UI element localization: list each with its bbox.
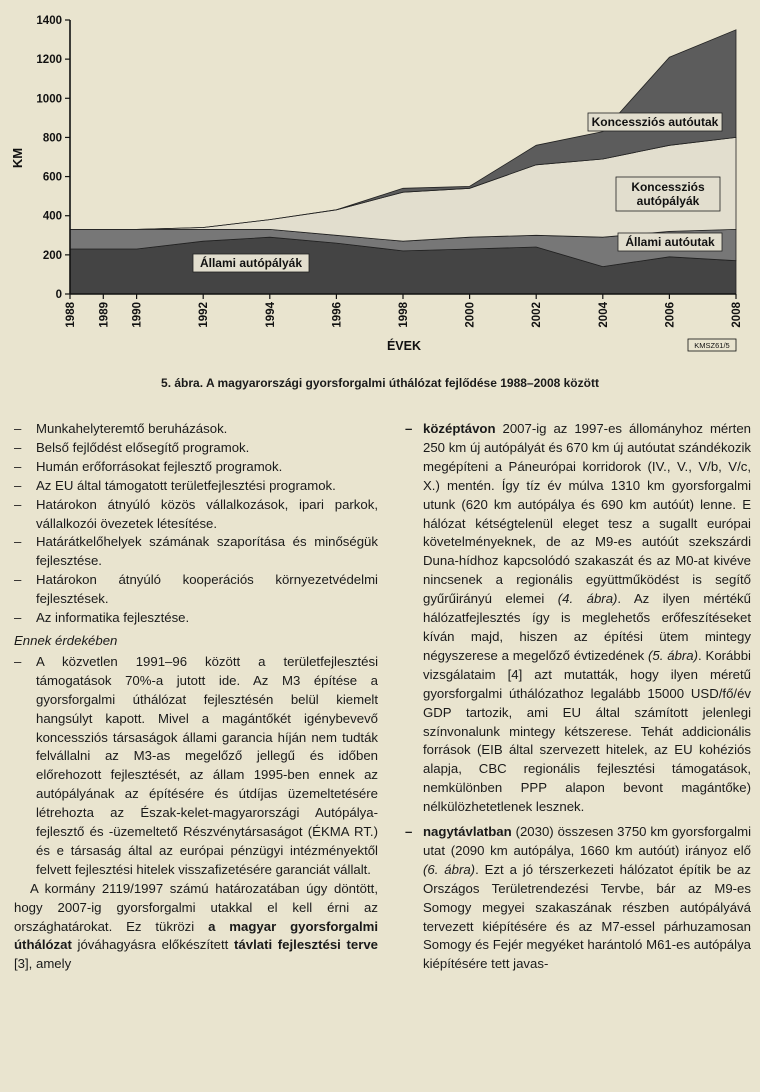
- subheading-list: [14, 653, 378, 880]
- left-column: [14, 420, 378, 974]
- paragraph: A kormány 2119/1997 számú határozatában úgy döntött, hogy 2007-ig gyorsforgalmi utakkal el kell érni az országhatárokat. Ez tükrözi a magyar gyorsforgalmi úthálózat jóváhagyásra előkészített távlati fejlesztési terve [3], amely: [14, 880, 379, 972]
- y-tick-label: 1200: [36, 54, 62, 67]
- y-axis-label: KM: [10, 147, 25, 169]
- x-tick-label: 1990: [131, 302, 144, 328]
- x-tick-label: 1994: [264, 302, 277, 328]
- list-item: – Az informatika fejlesztése.: [14, 609, 378, 628]
- x-tick-label: 2000: [464, 302, 477, 328]
- x-tick-label: 2004: [597, 302, 610, 328]
- y-tick-label: 400: [42, 210, 62, 223]
- list-item: – középtávon 2007-ig az 1997-es állományhoz mérten 250 km új autópályát és 670 km új autóutat szándékozik megépíteni a Páneurópai korridorok (IV., V., V/b, V/c, X.) mentén. Így tíz év múlva 1310 km gyorsforgalmi utunk (620 km autópálya és 690 km autóút) lenne. E hálózat kétségtelenül eleget tesz a sugallt európai követelményeknek, de az M9-es autóút szekszárdi Duna-hídhoz kapcsolódó szakaszát és az M0-at kivéve nincsenek a regionális együttműködést is segítő gyűrűirányú elemei (4. ábra). Az ilyen mértékű hálózatfejlesztés így is meglehetős erőfeszítéseket kíván majd, hiszen az építési ütem mintegy négyszerese a megelőző évtizedének (5. ábra). Korábbi vizsgálataim [4] azt mutatták, hogy ilyen méretű gyorsforgalmi úthálózathoz legalább 15000 USD/fő/év GDP tartozik, ami EU által számított jelenlegi színvonalunk mintegy kétszerese. Tehát addicionális források (EIB által szervezett hitelek, az EU kohéziós alapja, CBC regionális fejlesztési támogatások, nemkülönben PPP alapon bevont magántőke) nélkülözhetetlenek lesznek.: [405, 420, 751, 817]
- x-tick-label: 1998: [398, 302, 410, 328]
- y-tick-label: 800: [42, 132, 62, 145]
- series-label-koncesszios-autopalyak: Koncessziós: [631, 180, 705, 194]
- list-item: – A közvetlen 1991–96 között a területfejlesztési támogatások 70%-a jutott ide. Az M3 építése a gyorsforgalmi úthálózat fejlesztésén belül kiemelt hangsúlyt kapott. Mivel a magántőkét igénybevevő koncessziós társaságok állami garancia híján nem tudták felvállalni az M3-as megelőző jellegű és időben előrehozott fejlesztését, az állam 1995-ben ennek az autópályának az építésére és útdíjas üzemeltetésére létrehozta az Észak-kelet-magyarországi Autópálya-fejlesztő és -üzemeltető Részvénytársaságot (ÉKMA RT.) és e társaság által az európai pénzügyi intézményektől felvett fejlesztési hitelek visszafizetésére garanciát vállalt.: [14, 653, 378, 880]
- y-tick-label: 600: [42, 171, 62, 184]
- list-item: – Munkahelyteremtő beruházások.: [14, 420, 378, 439]
- figure-caption: 5. ábra. A magyarországi gyorsforgalmi úthálózat fejlődése 1988–2008 között: [161, 376, 599, 390]
- x-tick-label: 1988: [65, 302, 77, 328]
- y-tick-label: 0: [55, 289, 62, 301]
- plan-list: [405, 420, 751, 974]
- x-axis-label: ÉVEK: [386, 339, 422, 353]
- x-tick-label: 2008: [731, 302, 743, 328]
- list-item: – Határátkelőhelyek számának szaporítása és minőségük fejlesztése.: [14, 533, 378, 571]
- list-item: – Belső fejlődést elősegítő programok.: [14, 439, 378, 458]
- x-tick-label: 2006: [664, 302, 677, 328]
- list-item: – Határokon átnyúló közös vállalkozások, ipari parkok, vállalkozói övezetek létesítése.: [14, 496, 378, 534]
- series-label-allami-autoutak: Állami autóutak: [625, 235, 715, 249]
- subheading: Ennek érdekében: [14, 632, 118, 648]
- right-column: [405, 420, 751, 980]
- y-tick-label: 200: [42, 249, 62, 262]
- x-tick-label: 2002: [531, 302, 544, 328]
- x-tick-label: 1996: [331, 302, 344, 328]
- y-tick-label: 1400: [36, 15, 62, 27]
- x-tick-label: 1989: [98, 302, 111, 328]
- figure-stamp: KMSZ61/5: [694, 341, 730, 350]
- x-tick-label: 1992: [198, 302, 211, 328]
- series-label-koncesszios-autopalyak: autópályák: [636, 194, 700, 208]
- list-item: – nagytávlatban (2030) összesen 3750 km gyorsforgalmi utat (2090 km autópálya, 1660 km autóút) irányoz elő (6. ábra). Ezt a jó térszerkezeti hálózatot építik be az Országos Területrendezési Tervbe, bár az M9-es Somogy megyei szakaszának részben autópályává tervezett kiépítésére és az M7-essel párhuzamosan Somogy és Fejér megyéket harántoló M61-es autópálya kiépítésére tett javas-: [405, 823, 751, 974]
- program-list: [14, 420, 378, 628]
- list-item: – Határokon átnyúló kooperációs környezetvédelmi fejlesztések.: [14, 571, 378, 609]
- list-item: – Az EU által támogatott területfejlesztési programok.: [14, 477, 378, 496]
- plot-area: [70, 30, 736, 294]
- road-network-chart: [0, 0, 760, 365]
- series-label-koncesszios-autoutak: Koncessziós autóutak: [591, 115, 719, 129]
- list-item: – Humán erőforrásokat fejlesztő programok.: [14, 458, 378, 477]
- y-tick-label: 1000: [36, 93, 62, 106]
- series-label-allami-autopalyak: Állami autópályák: [199, 256, 303, 270]
